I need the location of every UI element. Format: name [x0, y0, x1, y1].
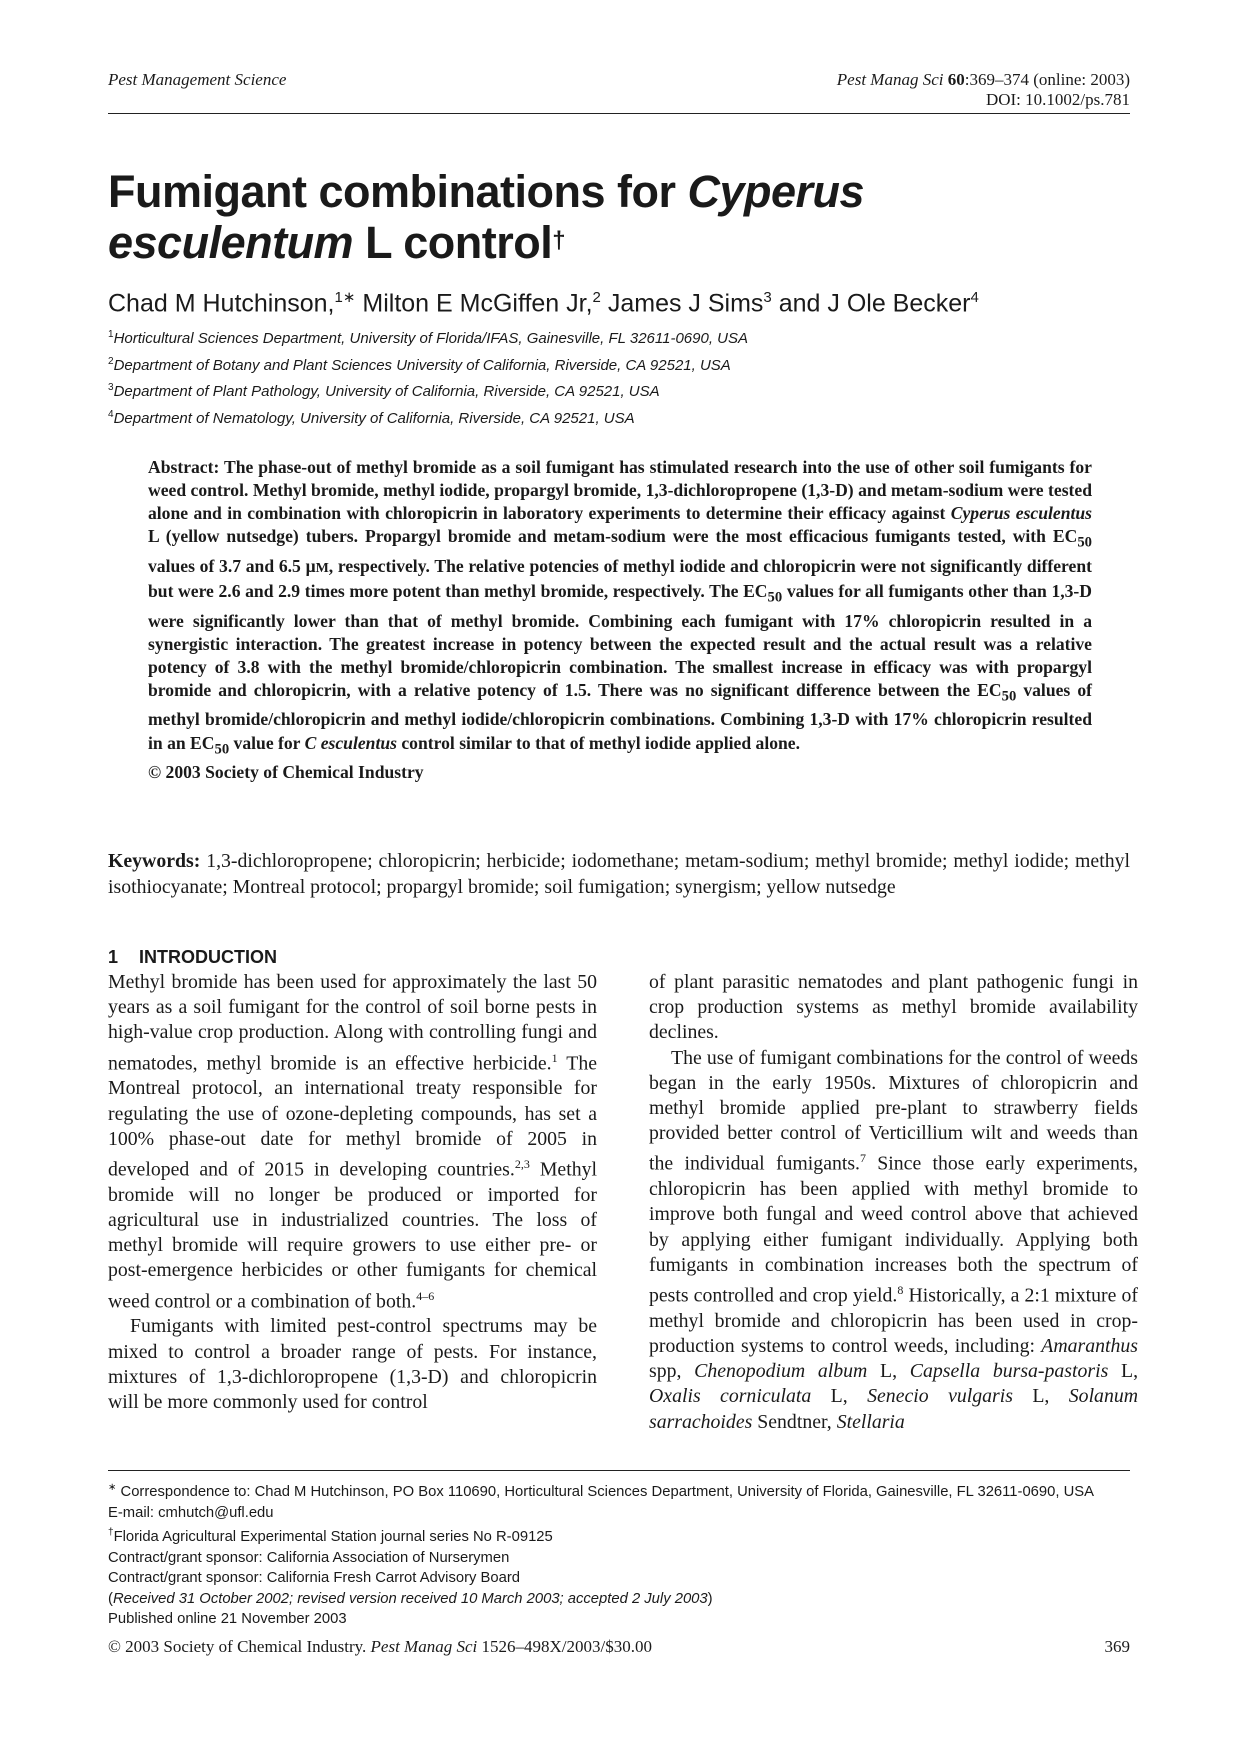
title-italic-1: Cyperus [687, 166, 865, 217]
paragraph: of plant parasitic nematodes and plant pathogenic fungi in crop production systems as methyl bromide availability declines. [649, 971, 1138, 1044]
species-name: Capsella bursa-pastoris [909, 1360, 1109, 1383]
text-seg: L, [1108, 1360, 1139, 1383]
text-seg: L, [1012, 1385, 1069, 1408]
abstract-seg: , respectively. The relative potencies of methyl iodide and chloropicrin were not significantly different but were 2.6 and 2.9 times more potent than methyl bromide, respectively. The EC [148, 555, 1092, 601]
footer-issn: 1526–498X/2003/$30.00 [477, 1637, 652, 1656]
footnote-text: Correspondence to: Chad M Hutchinson, PO Box 110690, Horticultural Sciences Department, University of Florida, Gainesville, FL 32611-0690, USA [116, 1483, 1095, 1500]
journal-name: Pest Management Science [108, 70, 287, 89]
affiliation-text: Department of Botany and Plant Sciences University of California, Riverside, CA 92521, USA [113, 356, 731, 374]
author-4: and J Ole Becker [771, 289, 971, 318]
sponsor-note: Contract/grant sponsor: California Fresh Carrot Advisory Board [108, 1570, 521, 1587]
subscript-50: 50 [1077, 534, 1092, 551]
received-dates: Received 31 October 2002; revised version received 10 March 2003; accepted 2 July 2003 [112, 1590, 708, 1607]
text-seg: The Montreal protocol, an international treaty responsible for regulating the use of ozone-depleting compounds, has set a 100% phase-out date for methyl bromide of 2005 in developed and of 2015 in developing countries. [108, 1052, 598, 1181]
abstract-seg: L (yellow nutsedge) tubers. Propargyl bromide and metam-sodium were the most efficacious fumigants tested, with EC [148, 526, 1078, 547]
paren: ) [707, 1590, 713, 1607]
author-3-sup: 3 [763, 289, 772, 306]
citation-volume: 60 [947, 70, 965, 89]
text-seg: L, [811, 1385, 868, 1408]
sponsor-note: Contract/grant sponsor: California Association of Nurserymen [108, 1549, 510, 1566]
keywords-text: 1,3-dichloropropene; chloropicrin; herbicide; iodomethane; metam-sodium; methyl bromide; methyl iodide; methyl isothiocyanate; Montreal protocol; propargyl bromide; soil fumigation; synergism; yellow nutsedge [108, 850, 1130, 899]
abstract-seg: value for [229, 732, 305, 753]
footnote-mark: † [108, 1527, 114, 1539]
section-number: 1 [108, 947, 119, 967]
text-seg: L, [867, 1360, 910, 1383]
citation-ref: 4–6 [416, 1288, 435, 1303]
title-italic-2: esculentum [108, 217, 354, 268]
abstract-copyright: © 2003 Society of Chemical Industry [148, 762, 424, 783]
footer-journal: Pest Manag Sci [370, 1637, 478, 1656]
affiliation [108, 324, 748, 351]
text-seg: Sendtner, [752, 1410, 837, 1433]
correspondence-note [108, 1478, 1130, 1503]
column-right [649, 970, 1138, 1435]
footnote-mark: ∗ [108, 1482, 117, 1493]
section-heading [108, 945, 597, 970]
column-left [108, 945, 597, 1415]
citation-ref: 2,3 [514, 1157, 530, 1172]
species-name: Solanum sarrachoides [649, 1385, 1139, 1433]
text-seg: Historically, a 2:1 mixture of methyl bromide and chloropicrin has been used in crop-production systems to control weeds, including: [649, 1284, 1138, 1358]
citation-ref: 8 [897, 1283, 904, 1298]
citation-block [837, 70, 1130, 110]
text-seg: Methyl bromide will no longer be produced or imported for agricultural use in industrialized countries. The loss of methyl bromide will require growers to use either pre- or post-emergence herbicides or other fumigants for chemical weed control or a combination of both. [108, 1158, 597, 1313]
keywords [108, 848, 1130, 901]
species-name: Oxalis corniculata [649, 1385, 812, 1408]
abstract-seg: values for all fumigants other than 1,3-D were significantly lower than that of methyl bromide. Combining each fumigant with 17% chloropicrin resulted in a synergistic interaction. The greatest increase in potency between the expected result and the actual result was a relative potency of 3.8 with the methyl bromide/chloropicrin combination. The smallest increase in efficacy was with propargyl bromide and chloropicrin, with a relative potency of 1.5. There was no significant difference between the EC [148, 580, 1092, 700]
citation-line [837, 70, 1130, 90]
footnote-text: Florida Agricultural Experimental Station journal series No R-09125 [113, 1529, 553, 1546]
footnote-rule [108, 1470, 1130, 1471]
affiliation-num: 4 [108, 409, 114, 421]
affiliation [108, 351, 748, 378]
affiliation [108, 377, 748, 404]
paper-page [108, 0, 1139, 1755]
dagger-note [108, 1523, 1130, 1548]
abstract-species: Cyperus esculentus [950, 503, 1093, 524]
footer-text: © 2003 Society of Chemical Industry. [108, 1637, 371, 1656]
citation-journal: Pest Manag Sci [836, 70, 944, 89]
abstract-text [148, 456, 1092, 761]
text-seg: spp, [649, 1360, 695, 1383]
abstract-seg: values of 3.7 and 6.5 μ [148, 555, 316, 576]
affiliation-num: 1 [108, 329, 114, 340]
article-title [108, 166, 1130, 268]
paragraph [649, 1046, 1138, 1435]
keywords-label: Keywords: [108, 850, 201, 872]
abstract-seg: values of methyl bromide/chloropicrin and methyl iodide/chloropicrin combinations. Combining 1,3-D with 17% chloropicrin resulted in an EC [148, 679, 1092, 753]
title-text-1: Fumigant combinations for [108, 166, 688, 217]
species-name: Stellaria [836, 1410, 905, 1433]
abstract-seg: Abstract: The phase-out of methyl bromide as a soil fumigant has stimulated research into the use of other soil fumigants for weed control. Methyl bromide, methyl iodide, propargyl bromide, 1,3-dichloropropene (1,3-D) and metam-sodium were tested alone and in combination with chloropicrin in laboratory experiments to determine their efficacy against [148, 457, 1092, 524]
text-seg: The use of fumigant combinations for the control of weeds began in the early 1950s. Mixtures of chloropicrin and methyl bromide applied pre-plant to strawberry fields provided better control of Verticillium wilt and weeds than the individual fumigants. [649, 1046, 1138, 1176]
page-number: 369 [1104, 1637, 1130, 1656]
species-name: Senecio vulgaris [867, 1385, 1013, 1408]
page-footer [108, 1637, 1130, 1657]
affiliation-num: 2 [108, 355, 114, 367]
text-seg: Methyl bromide has been used for approximately the last 50 years as a soil fumigant for the control of soil borne pests in high-value crop production. Along with controlling fungi and nematodes, methyl bromide is an effective herbicide. [108, 971, 597, 1075]
affiliation [108, 404, 748, 431]
section-title: INTRODUCTION [139, 947, 277, 967]
abstract-seg: control similar to that of methyl iodide applied alone. [396, 732, 801, 753]
author-list [108, 283, 979, 318]
paragraph [108, 970, 597, 1314]
author-4-sup: 4 [970, 289, 979, 306]
text-seg: Since those early experiments, chloropicrin has been applied with methyl bromide to improve both fungal and weed control above that achieved by applying either fumigant individually. Applying both fumigants in combination increases both the spectrum of pests controlled and crop yield. [649, 1153, 1138, 1307]
affiliation-text: Department of Nematology, University of California, Riverside, CA 92521, USA [113, 410, 635, 428]
author-3: James J Sims [600, 289, 764, 318]
received-note [108, 1589, 1130, 1610]
citation-ref: 1 [551, 1050, 558, 1065]
citation-ref: 7 [860, 1151, 867, 1166]
subscript-50: 50 [214, 741, 230, 758]
author-2: Milton E McGiffen Jr, [355, 289, 593, 318]
author-1-sup: 1∗ [334, 289, 356, 306]
abstract [148, 456, 1092, 784]
abstract-species: C esculentus [304, 732, 397, 753]
paren: ( [108, 1590, 113, 1607]
header-rule [108, 113, 1130, 114]
citation-pages: :369–374 (online: 2003) [964, 70, 1130, 89]
affiliations [108, 324, 748, 431]
title-dagger: † [552, 227, 566, 254]
affiliation-num: 3 [108, 382, 114, 394]
author-1: Chad M Hutchinson, [108, 289, 335, 318]
affiliation-text: Horticultural Sciences Department, University of Florida/IFAS, Gainesville, FL 32611-0690, USA [113, 330, 749, 347]
author-2-sup: 2 [592, 289, 601, 306]
affiliation-text: Department of Plant Pathology, University of California, Riverside, CA 92521, USA [113, 383, 660, 401]
paragraph: Fumigants with limited pest-control spectrums may be mixed to control a broader range of pests. For instance, mixtures of 1,3-dichloropropene (1,3-D) and chloropicrin will be more commonly used for control [108, 1315, 597, 1414]
doi: DOI: 10.1002/ps.781 [985, 90, 1130, 109]
title-text-2: L control [353, 217, 553, 268]
email-note: E-mail: cmhutch@ufl.edu [108, 1504, 274, 1521]
subscript-50: 50 [767, 589, 783, 606]
footer-copyright [108, 1637, 1130, 1657]
published-note: Published online 21 November 2003 [108, 1611, 347, 1628]
subscript-50: 50 [1001, 688, 1017, 705]
species-name: Amaranthus [1041, 1335, 1138, 1358]
unit-molar: M [315, 560, 329, 576]
footnotes [108, 1478, 1130, 1630]
species-name: Chenopodium album [694, 1360, 868, 1383]
